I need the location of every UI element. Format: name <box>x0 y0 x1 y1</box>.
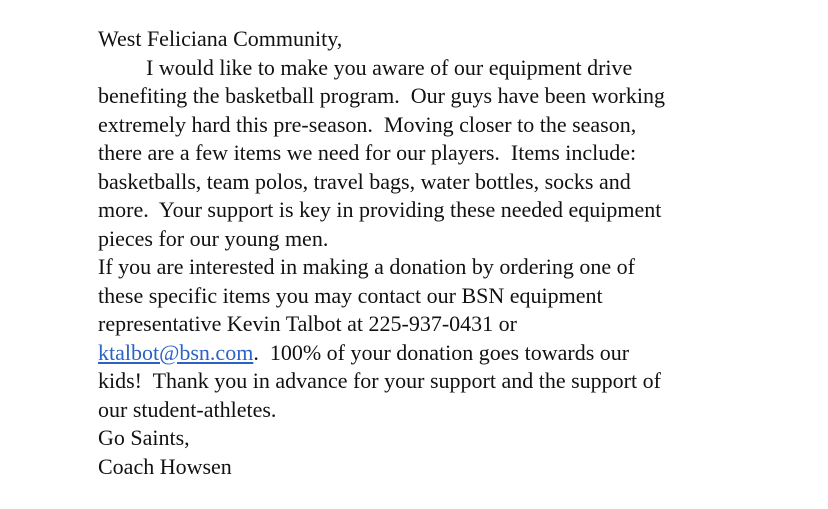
paragraph-line: I would like to make you aware of our equipment drive <box>146 54 633 80</box>
paragraph-line: these specific items you may contact our BSN equipment <box>98 282 603 308</box>
paragraph-line: extremely hard this pre-season. Moving closer to the season, <box>98 111 637 137</box>
paragraph-line: basketballs, team polos, travel bags, water bottles, socks and <box>98 168 631 194</box>
paragraph-line: benefiting the basketball program. Our guys have been working <box>98 83 665 108</box>
salutation: West Feliciana Community, <box>98 26 343 51</box>
letter-body <box>98 25 798 481</box>
closing: Go Saints, <box>98 425 190 450</box>
paragraph-line: kids! Thank you in advance for your support and the support of <box>98 368 661 393</box>
email-link[interactable]: ktalbot@bsn.com <box>98 339 254 365</box>
paragraph-line: If you are interested in making a donation by ordering one of <box>98 254 636 279</box>
paragraph-line: pieces for our young men. <box>98 225 329 251</box>
paragraph-line: representative Kevin Talbot at 225-937-0431 or <box>98 311 517 336</box>
email-line <box>98 339 798 368</box>
paragraph-line: more. Your support is key in providing these needed equipment <box>98 197 662 222</box>
email-line-text: . 100% of your donation goes towards our <box>253 339 630 365</box>
paragraph-line: there are a few items we need for our players. Items include: <box>98 140 637 165</box>
paragraph-line: our student-athletes. <box>98 396 277 422</box>
signature: Coach Howsen <box>98 453 232 479</box>
